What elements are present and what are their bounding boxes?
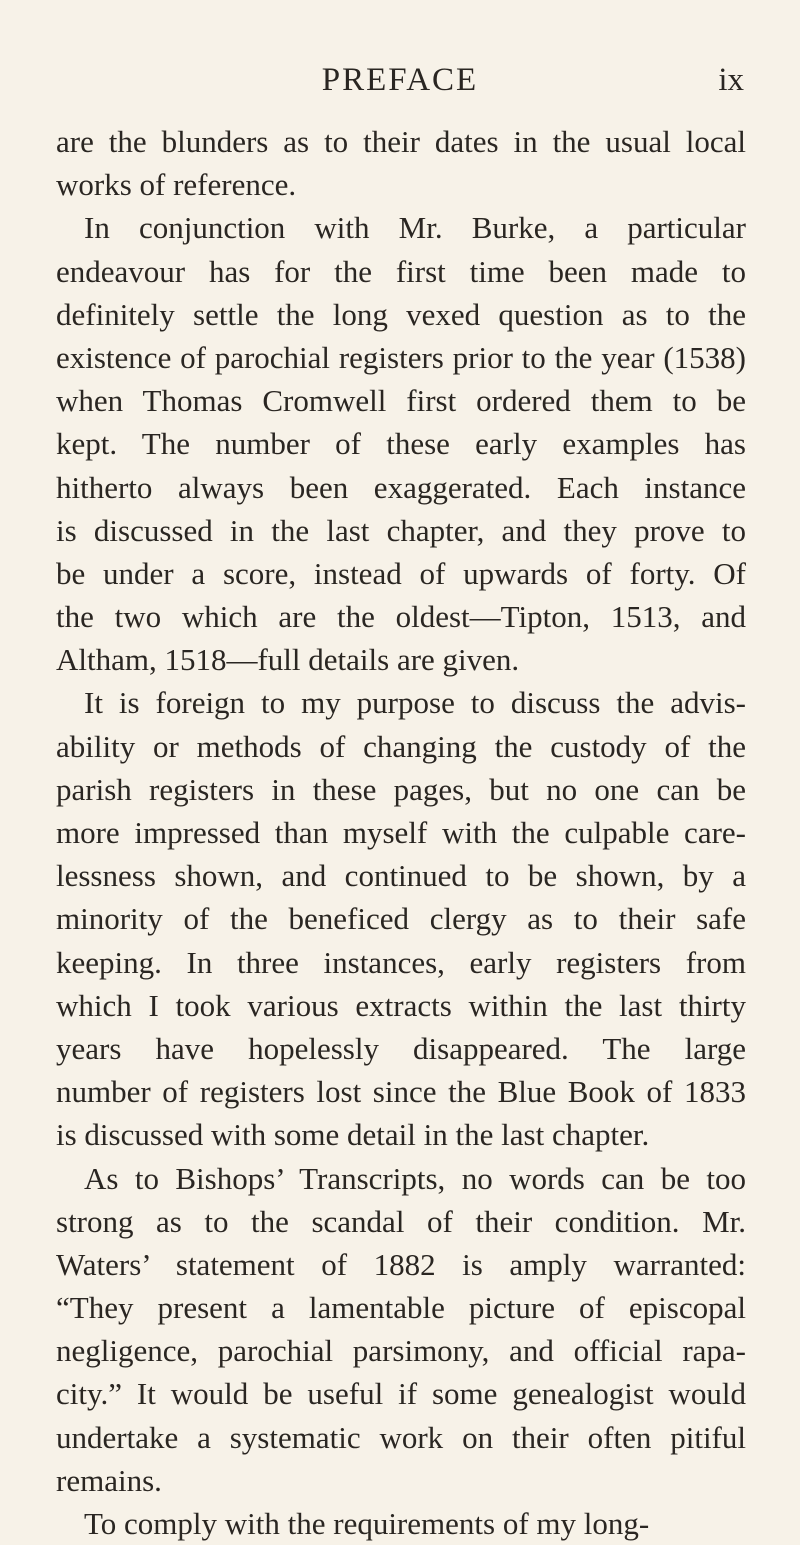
text-line: Waters’ statement of 1882 is amply warranted:	[56, 1246, 746, 1282]
running-title: PREFACE	[321, 62, 479, 98]
text-line: when Thomas Cromwell first ordered them to be	[56, 383, 746, 419]
body-text	[56, 120, 746, 1545]
text-line: undertake a systematic work on their often pitiful	[56, 1419, 746, 1455]
text-line: works of reference.	[56, 167, 297, 203]
text-line: endeavour has for the first time been made to	[56, 253, 746, 289]
text-line: keeping. In three instances, early registers from	[56, 944, 746, 980]
text-line: is discussed in the last chapter, and they prove to	[56, 512, 746, 548]
text-line: lessness shown, and continued to be shown, by a	[56, 858, 746, 894]
page-header	[0, 62, 800, 102]
text-line: In conjunction with Mr. Burke, a particular	[84, 210, 746, 246]
text-line: strong as to the scandal of their condition. Mr.	[56, 1203, 746, 1239]
text-line: hitherto always been exaggerated. Each instance	[56, 469, 746, 505]
text-line: be under a score, instead of upwards of forty. Of	[56, 555, 746, 591]
text-line: kept. The number of these early examples has	[56, 426, 746, 462]
text-line: years have hopelessly disappeared. The large	[56, 1030, 746, 1066]
text-line: which I took various extracts within the last thirty	[56, 987, 746, 1023]
text-line: It is foreign to my purpose to discuss the advis-	[84, 685, 746, 721]
text-line: city.” It would be useful if some genealogist would	[56, 1376, 746, 1412]
text-line: negligence, parochial parsimony, and official rapa-	[56, 1333, 746, 1369]
text-line: the two which are the oldest—Tipton, 1513, and	[56, 599, 746, 635]
page-number: ix	[718, 62, 744, 98]
text-line: To comply with the requirements of my long-	[84, 1506, 650, 1541]
text-line: existence of parochial registers prior to the year (1538)	[56, 339, 746, 375]
text-line: Altham, 1518—full details are given.	[56, 642, 520, 678]
text-line: As to Bishops’ Transcripts, no words can be too	[84, 1160, 746, 1196]
text-line: “They present a lamentable picture of episcopal	[56, 1290, 746, 1326]
text-line: remains.	[56, 1462, 162, 1498]
text-line: ability or methods of changing the custody of the	[56, 728, 746, 764]
text-line: more impressed than myself with the culpable care-	[56, 815, 746, 850]
text-line: minority of the beneficed clergy as to their safe	[56, 901, 746, 937]
text-line: are the blunders as to their dates in the usual local	[56, 124, 746, 159]
text-line: definitely settle the long vexed question as to the	[56, 296, 746, 332]
text-line: parish registers in these pages, but no one can be	[56, 771, 746, 807]
text-line: is discussed with some detail in the last chapter.	[56, 1117, 650, 1153]
text-line: number of registers lost since the Blue Book of 1833	[56, 1074, 746, 1110]
